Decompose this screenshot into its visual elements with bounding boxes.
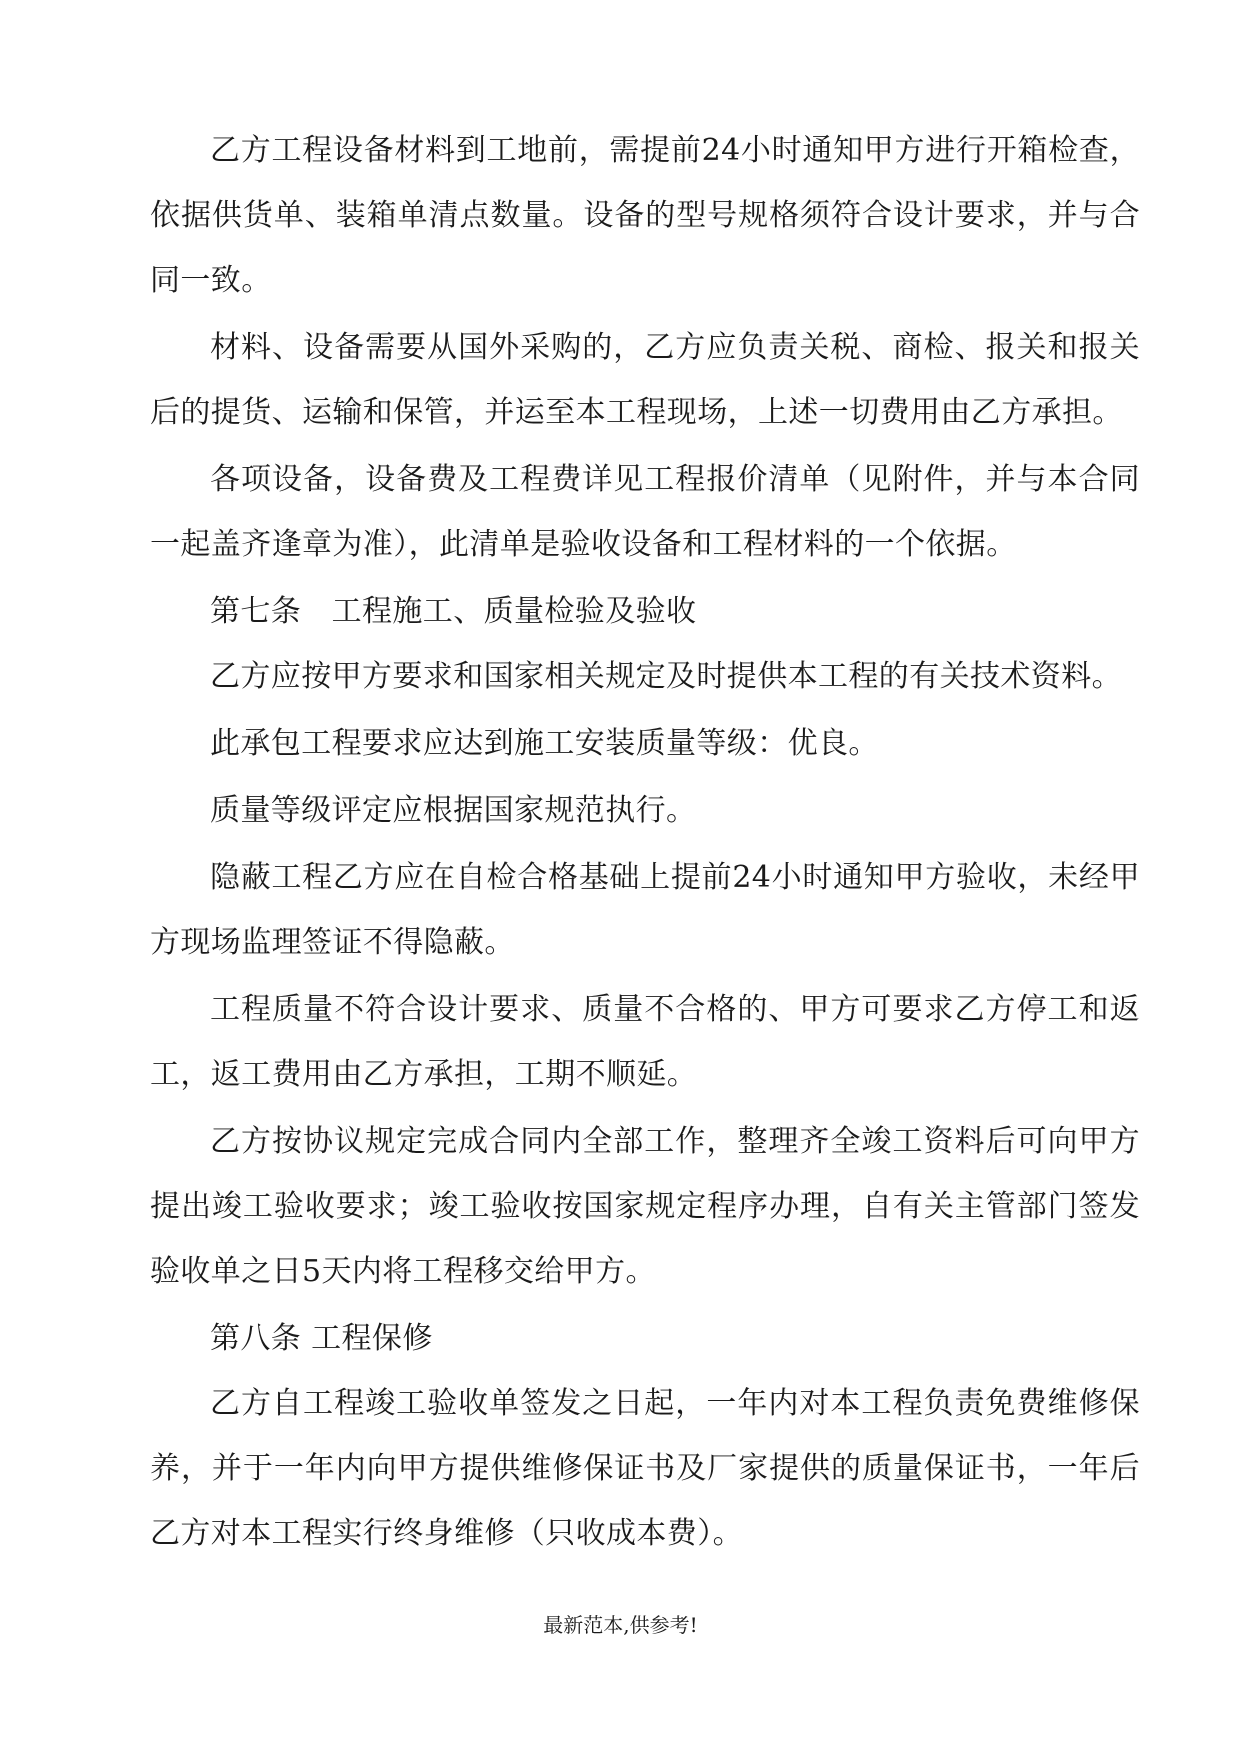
paragraph-import-procurement: 材料、设备需要从国外采购的，乙方应负责关税、商检、报关和报关后的提货、运输和保管，并运至本工程现场，上述一切费用由乙方承担。	[150, 330, 1140, 430]
article-7-heading: 第七条 工程施工、质量检验及验收	[210, 594, 697, 629]
paragraph-warranty: 乙方自工程竣工验收单签发之日起，一年内对本工程负责免费维修保养，并于一年内向甲方提供维修保证书及厂家提供的质量保证书，一年后乙方对本工程实行终身维修（只收成本费）。	[150, 1386, 1140, 1551]
paragraph-concealed-works: 隐蔽工程乙方应在自检合格基础上提前24小时通知甲方验收，未经甲方现场监理签证不得隐蔽。	[150, 860, 1140, 960]
paragraph-quotation-list: 各项设备，设备费及工程费详见工程报价清单（见附件，并与本合同一起盖齐逢章为准），此清单是验收设备和工程材料的一个依据。	[150, 462, 1140, 562]
page-footer: 最新范本,供参考!	[543, 1613, 698, 1637]
paragraph-quality-grade: 此承包工程要求应达到施工安装质量等级：优良。	[210, 726, 879, 761]
paragraph-rework: 工程质量不符合设计要求、质量不合格的、甲方可要求乙方停工和返工，返工费用由乙方承担，工期不顺延。	[150, 992, 1140, 1092]
article-8-heading: 第八条 工程保修	[210, 1321, 433, 1356]
paragraph-technical-documents: 乙方应按甲方要求和国家相关规定及时提供本工程的有关技术资料。	[210, 659, 1122, 694]
document-body	[150, 118, 1140, 1568]
paragraph-equipment-inspection: 乙方工程设备材料到工地前，需提前24小时通知甲方进行开箱检查，依据供货单、装箱单清点数量。设备的型号规格须符合设计要求，并与合同一致。	[150, 133, 1140, 298]
paragraph-completion-acceptance: 乙方按协议规定完成合同内全部工作，整理齐全竣工资料后可向甲方提出竣工验收要求；竣工验收按国家规定程序办理，自有关主管部门签发验收单之日5天内将工程移交给甲方。	[150, 1124, 1140, 1289]
paragraph-quality-assessment: 质量等级评定应根据国家规范执行。	[210, 793, 697, 828]
